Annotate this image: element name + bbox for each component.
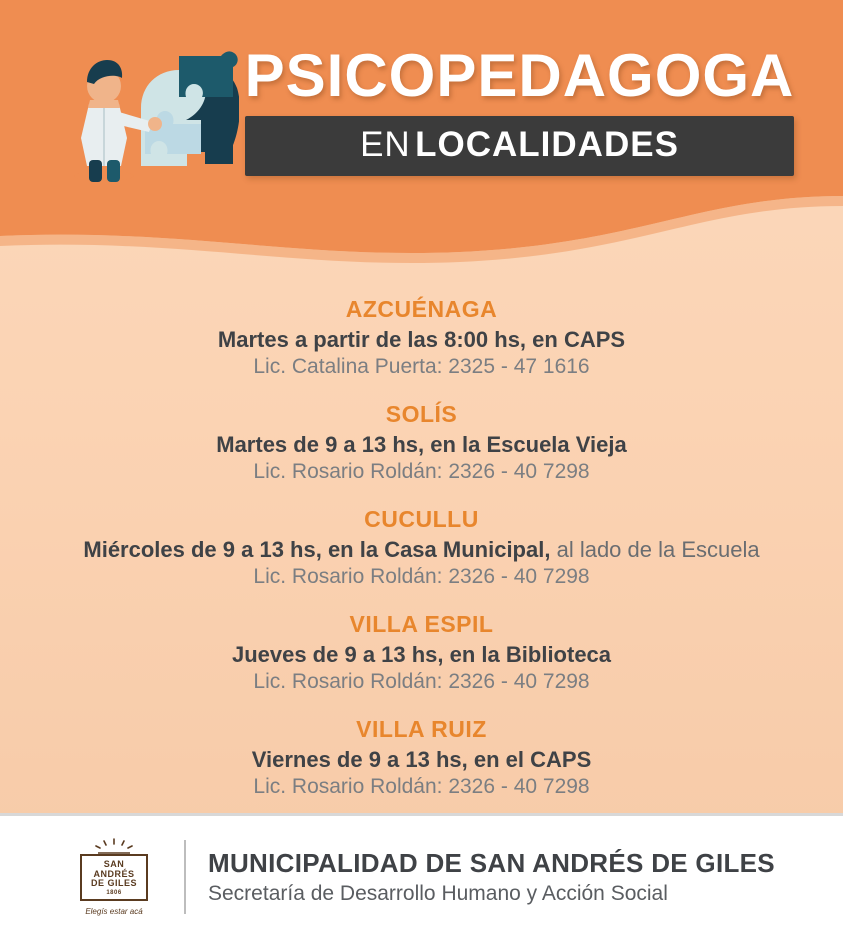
location-name: SOLÍS xyxy=(385,401,458,427)
schedule-entry xyxy=(0,296,843,379)
location-contact: Lic. Catalina Puerta: 2325 - 47 1616 xyxy=(253,355,590,378)
crest-line-3: DE GILES xyxy=(90,878,137,889)
page-title: PSICOPEDAGOGA xyxy=(244,41,795,109)
subtitle-main: LOCALIDADES xyxy=(415,124,679,164)
crest-year: 1806 xyxy=(106,889,122,896)
location-name: CUCULLU xyxy=(364,506,479,532)
sunrise-rays-icon xyxy=(84,838,144,854)
location-schedule xyxy=(0,642,843,668)
title-block xyxy=(244,41,795,176)
schedule-entry xyxy=(0,506,843,589)
crest-tagline: Elegís estar acá xyxy=(85,906,143,916)
schedule-entry xyxy=(0,716,843,799)
footer-vertical-divider xyxy=(184,840,186,914)
location-name: AZCUÉNAGA xyxy=(345,296,498,322)
subtitle-bar xyxy=(245,116,795,176)
department-name: Secretaría de Desarrollo Humano y Acción Social xyxy=(208,882,668,905)
crest-text-box xyxy=(80,854,148,901)
location-contact: Lic. Rosario Roldán: 2326 - 40 7298 xyxy=(253,565,590,588)
location-contact: Lic. Rosario Roldán: 2326 - 40 7298 xyxy=(253,460,590,483)
schedule-entry xyxy=(0,611,843,694)
schedule-entry xyxy=(0,401,843,484)
location-schedule-main: Miércoles de 9 a 13 hs, en la Casa Municipal, xyxy=(83,537,551,562)
location-contact: Lic. Rosario Roldán: 2326 - 40 7298 xyxy=(253,670,590,693)
location-schedule-main: Viernes de 9 a 13 hs, en el CAPS xyxy=(251,747,592,772)
subtitle-prefix: EN xyxy=(360,124,411,164)
organization-name: MUNICIPALIDAD DE SAN ANDRÉS DE GILES xyxy=(208,848,775,878)
puzzle-head-people-icon xyxy=(49,28,239,188)
footer xyxy=(0,813,843,941)
location-schedule xyxy=(0,537,843,563)
schedule-list xyxy=(0,296,843,799)
municipal-crest-icon xyxy=(62,838,166,916)
location-name: VILLA ESPIL xyxy=(349,611,494,637)
location-schedule xyxy=(0,432,843,458)
location-name: VILLA RUIZ xyxy=(356,716,487,742)
location-schedule xyxy=(0,327,843,353)
location-schedule-extra: al lado de la Escuela xyxy=(550,537,760,562)
location-schedule xyxy=(0,747,843,773)
footer-divider xyxy=(0,813,843,816)
location-contact: Lic. Rosario Roldán: 2326 - 40 7298 xyxy=(253,775,590,798)
location-schedule-main: Martes a partir de las 8:00 hs, en CAPS xyxy=(217,327,626,352)
footer-text-block xyxy=(208,848,843,906)
crest-line-1: SAN xyxy=(103,859,125,870)
crest-line-2: ANDRÉS xyxy=(93,868,135,879)
location-schedule-main: Jueves de 9 a 13 hs, en la Biblioteca xyxy=(231,642,612,667)
header-banner xyxy=(0,0,843,280)
location-schedule-main: Martes de 9 a 13 hs, en la Escuela Vieja xyxy=(216,432,627,457)
